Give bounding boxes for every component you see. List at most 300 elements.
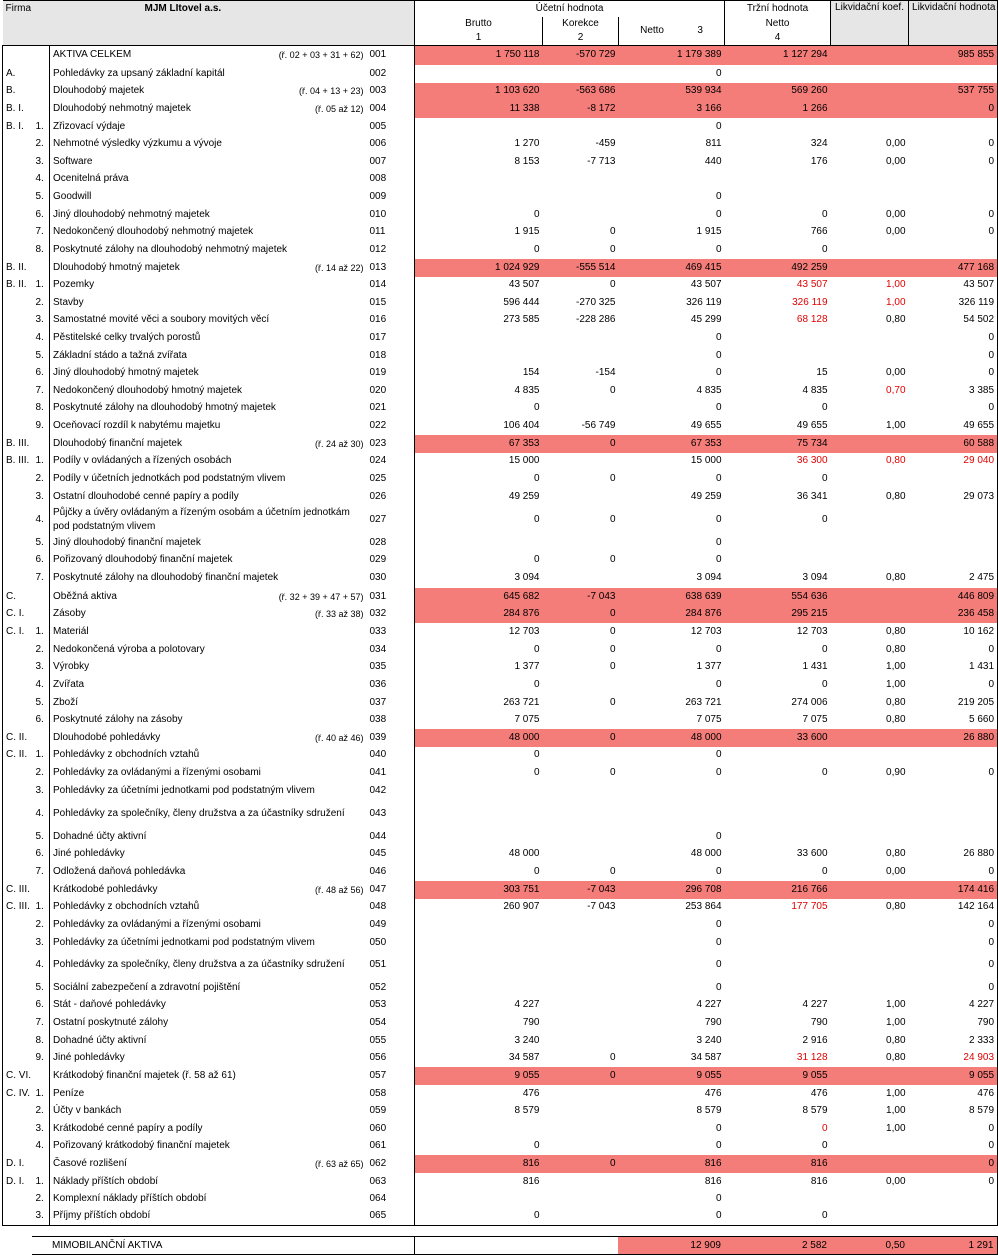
koef-cell: 0,80 <box>886 490 906 502</box>
row-ref: (ř. 14 až 22) <box>314 262 364 273</box>
koef-cell <box>831 347 909 365</box>
row-section: D. I. <box>3 1155 33 1173</box>
trzni-cell: 0 <box>725 1208 831 1226</box>
row-number: 1. <box>35 901 44 912</box>
row-label <box>50 136 367 153</box>
row-number <box>33 606 50 623</box>
table-row <box>3 588 998 606</box>
row-number: 3. <box>35 784 44 796</box>
row-label-text: Ostatní poskytnuté zálohy <box>53 1016 169 1028</box>
row-number: 2. <box>35 643 44 655</box>
koef-cell: 0,80 <box>886 901 906 912</box>
korekce-cell: 0 <box>609 472 616 484</box>
row-label <box>50 1014 367 1032</box>
koef-cell <box>831 259 909 277</box>
table-row <box>3 729 998 747</box>
row-number: 1. <box>35 455 44 466</box>
likv-cell: 326 119 <box>909 294 998 312</box>
trzni-cell <box>725 329 831 347</box>
trzni-cell: 31 128 <box>796 1052 828 1063</box>
table-row <box>3 694 998 712</box>
trzni-cell: 0 <box>821 472 828 484</box>
row-label <box>50 153 367 171</box>
row-section <box>3 952 33 979</box>
table-row <box>3 1085 998 1103</box>
row-number <box>33 588 50 606</box>
brutto-cell <box>415 171 543 188</box>
trzni-cell: 0 <box>821 513 828 525</box>
row-section: B. I. <box>3 100 33 118</box>
koef-cell <box>831 470 909 488</box>
row-label <box>50 1173 367 1191</box>
row-label-text: Dlouhodobé pohledávky <box>53 731 161 743</box>
table-row <box>3 347 998 365</box>
likv-cell: 1 431 <box>909 659 998 676</box>
korekce-cell <box>543 952 619 979</box>
netto-cell: 0 <box>715 678 722 690</box>
likv-cell: 0 <box>909 1120 998 1138</box>
row-label <box>50 259 367 277</box>
netto-cell: 0 <box>715 120 722 132</box>
koef-cell: 1,00 <box>886 999 906 1010</box>
likv-cell: 537 755 <box>909 83 998 100</box>
row-code: 015 <box>369 296 387 308</box>
brutto-cell: 1 750 118 <box>415 46 543 65</box>
netto-cell: 1 179 389 <box>619 46 725 65</box>
row-section <box>3 400 33 417</box>
row-section <box>3 312 33 329</box>
koef-cell: 1,00 <box>886 419 906 431</box>
koef-cell <box>831 606 909 623</box>
table-row <box>3 83 998 100</box>
row-number: 3. <box>35 1122 44 1134</box>
koef-cell <box>831 83 909 100</box>
korekce-cell <box>543 206 619 224</box>
row-code: 052 <box>369 981 387 993</box>
table-row <box>3 1067 998 1085</box>
row-code: 033 <box>369 625 387 637</box>
trzni-cell: 36 300 <box>796 455 828 466</box>
trzni-cell: 0 <box>821 766 828 778</box>
brutto-cell <box>415 188 543 206</box>
row-code: 019 <box>369 367 387 378</box>
brutto-cell: 1 915 <box>415 224 543 241</box>
row-label-text: Dlouhodobý hmotný majetek <box>53 261 180 273</box>
koef-cell: 1,00 <box>886 1122 906 1134</box>
koef-cell: 0,00 <box>886 367 906 378</box>
trzni-cell: 4 227 <box>802 999 828 1010</box>
row-section: B. III. <box>3 453 33 470</box>
row-label-text: Pohledávky za ovládanými a řízenými osobami <box>53 918 261 930</box>
korekce-cell: -7 043 <box>587 901 616 912</box>
row-code: 008 <box>369 173 387 184</box>
row-label-text: Nedokončená výroba a polotovary <box>53 643 205 655</box>
korekce-cell <box>543 800 619 828</box>
row-label <box>50 277 367 294</box>
korekce-cell: -563 686 <box>543 83 619 100</box>
korekce-cell <box>543 65 619 83</box>
table-row <box>3 188 998 206</box>
row-code: 014 <box>369 279 387 290</box>
table-row <box>3 65 998 83</box>
table-row <box>3 224 998 241</box>
row-section: C. I. <box>3 623 33 641</box>
row-number <box>33 729 50 747</box>
trzni-cell: 177 705 <box>791 901 828 912</box>
row-code: 001 <box>369 49 387 61</box>
likv-cell: 29 040 <box>909 453 998 470</box>
row-number: 6. <box>35 208 44 220</box>
row-section <box>3 347 33 365</box>
row-label <box>50 800 367 828</box>
korekce-header: Korekce 2 <box>543 17 619 46</box>
row-label <box>50 347 367 365</box>
table-row <box>3 997 998 1014</box>
brutto-cell: 48 000 <box>415 846 543 863</box>
row-number: 2. <box>35 1193 44 1204</box>
row-section <box>3 997 33 1014</box>
row-label-text: Pohledávky z obchodních vztahů <box>53 749 200 760</box>
row-section <box>3 863 33 881</box>
row-number: 6. <box>35 848 44 859</box>
trzni-cell: 569 260 <box>725 83 831 100</box>
row-label <box>50 488 367 506</box>
row-number: 3. <box>35 490 44 502</box>
row-code: 010 <box>369 208 387 220</box>
table-row <box>3 435 998 453</box>
row-section <box>3 1103 33 1120</box>
korekce-cell: -7 043 <box>543 588 619 606</box>
table-row <box>3 676 998 694</box>
netto-cell: 0 <box>619 1208 725 1226</box>
netto-cell: 638 639 <box>619 588 725 606</box>
trzni-cell <box>725 782 831 800</box>
row-section <box>3 712 33 729</box>
row-label <box>50 694 367 712</box>
netto-cell: 0 <box>715 208 722 220</box>
row-code: 046 <box>369 865 387 877</box>
netto-cell: 0 <box>715 243 722 255</box>
brutto-cell: 15 000 <box>415 453 543 470</box>
koef-cell <box>831 1208 909 1226</box>
netto-cell: 0 <box>715 918 722 930</box>
row-label <box>50 470 367 488</box>
likv-cell: 0 <box>909 365 998 382</box>
table-row <box>3 800 998 828</box>
table-row <box>3 206 998 224</box>
row-label-text: Pořizovaný dlouhodobý finanční majetek <box>53 554 233 565</box>
brutto-cell: 8 579 <box>415 1103 543 1120</box>
row-code: 050 <box>369 936 387 948</box>
row-number: 7. <box>35 865 44 877</box>
row-ref: (ř. 05 až 12) <box>314 103 364 114</box>
row-label <box>50 83 367 100</box>
row-section <box>3 329 33 347</box>
row-label <box>50 659 367 676</box>
koef-cell <box>831 552 909 569</box>
row-code: 024 <box>369 455 387 466</box>
korekce-cell <box>543 1032 619 1050</box>
likv-cell <box>909 1208 998 1226</box>
trzni-cell: 492 259 <box>725 259 831 277</box>
koef-cell <box>831 1191 909 1208</box>
row-code: 045 <box>369 848 387 859</box>
korekce-cell: 0 <box>609 384 616 396</box>
trzni-cell: 0 <box>821 865 828 877</box>
netto-cell <box>619 171 725 188</box>
brutto-cell: 67 353 <box>415 435 543 453</box>
netto-cell: 49 259 <box>690 490 722 502</box>
netto-cell: 4 835 <box>696 384 722 396</box>
row-code: 039 <box>369 731 387 743</box>
koef-cell <box>831 188 909 206</box>
row-code: 038 <box>369 714 387 725</box>
row-label-text: Samostatné movité věci a soubory movitých věcí <box>53 314 270 325</box>
brutto-cell <box>415 934 543 952</box>
row-label-text: Příjmy příštích období <box>53 1210 151 1222</box>
table-row <box>3 400 998 417</box>
row-label <box>50 400 367 417</box>
brutto-cell: 0 <box>415 400 543 417</box>
netto-cell: 811 <box>705 138 722 149</box>
korekce-cell <box>543 118 619 136</box>
brutto-cell: 12 703 <box>415 623 543 641</box>
row-section <box>3 979 33 997</box>
row-label <box>50 188 367 206</box>
trzni-cell: 12 703 <box>796 625 828 637</box>
trzni-cell: 0 <box>821 243 828 255</box>
likv-cell: 0 <box>909 347 998 365</box>
table-row <box>3 488 998 506</box>
row-section: C. I. <box>3 606 33 623</box>
trzni-cell: 476 <box>810 1087 828 1099</box>
trzni-cell: 326 119 <box>792 296 828 308</box>
table-row <box>3 979 998 997</box>
korekce-cell: -228 286 <box>576 314 616 325</box>
row-number: 7. <box>35 1016 44 1028</box>
brutto-cell: 0 <box>415 863 543 881</box>
row-label <box>50 569 367 588</box>
table-row <box>3 100 998 118</box>
brutto-cell <box>415 65 543 83</box>
table-row <box>3 329 998 347</box>
row-number: 5. <box>35 190 44 202</box>
korekce-cell: 0 <box>609 766 616 778</box>
row-code: 027 <box>369 513 387 525</box>
trzni-cell: 816 <box>810 1175 828 1187</box>
row-label-text: Zásoby <box>53 608 86 619</box>
row-section: C. II. <box>3 747 33 764</box>
korekce-cell: 0 <box>609 625 616 637</box>
row-label <box>50 453 367 470</box>
row-label-text: Časové rozlišení <box>53 1157 127 1169</box>
row-number: 4. <box>35 173 44 184</box>
row-label <box>50 1155 367 1173</box>
table-row <box>3 916 998 934</box>
koef-cell: 0,00 <box>886 155 906 167</box>
table-row <box>3 1155 998 1173</box>
likv-cell: 0 <box>909 224 998 241</box>
row-code: 062 <box>369 1157 387 1169</box>
row-number <box>33 881 50 899</box>
row-section <box>3 694 33 712</box>
korekce-cell: -8 172 <box>543 100 619 118</box>
row-code: 032 <box>369 608 387 619</box>
brutto-cell: 645 682 <box>415 588 543 606</box>
netto-cell: 440 <box>704 155 722 167</box>
likv-cell: 0 <box>909 1173 998 1191</box>
row-label <box>50 1103 367 1120</box>
brutto-cell: 0 <box>415 470 543 488</box>
netto-cell: 284 876 <box>619 606 725 623</box>
row-code: 011 <box>369 226 386 237</box>
korekce-cell <box>543 534 619 552</box>
row-label <box>50 588 367 606</box>
korekce-cell <box>543 400 619 417</box>
row-label-text: Oceňovací rozdíl k nabytému majetku <box>53 419 221 431</box>
row-label-text: Nehmotné výsledky výzkumu a vývoje <box>53 138 222 149</box>
korekce-cell: -570 729 <box>543 46 619 65</box>
korekce-cell <box>543 846 619 863</box>
row-label-text: Dohadné účty aktivní <box>53 1034 147 1046</box>
likv-cell: 3 385 <box>909 382 998 400</box>
netto-cell <box>619 782 725 800</box>
row-code: 057 <box>369 1069 387 1081</box>
koef-cell <box>831 934 909 952</box>
brutto-cell: 11 338 <box>415 100 543 118</box>
korekce-cell <box>543 997 619 1014</box>
trzni-cell: 554 636 <box>725 588 831 606</box>
likv-cell: 476 <box>909 1085 998 1103</box>
brutto-cell: 1 103 620 <box>415 83 543 100</box>
row-number: 3. <box>35 155 44 167</box>
korekce-cell <box>543 1138 619 1155</box>
brutto-cell: 0 <box>415 764 543 782</box>
trzni-cell <box>725 916 831 934</box>
likv-cell: 8 579 <box>909 1103 998 1120</box>
row-code: 020 <box>369 384 387 396</box>
likv-hodnota-header: Likvidační hodnota <box>909 1 998 46</box>
brutto-cell: 154 <box>415 365 543 382</box>
row-section <box>3 552 33 569</box>
row-label-text: Pohledávky z obchodních vztahů <box>53 901 200 912</box>
row-number <box>33 100 50 118</box>
netto-cell: 0 <box>715 936 722 948</box>
row-label-text: Krátkodobé pohledávky <box>53 883 158 895</box>
row-number <box>33 1067 50 1085</box>
trzni-cell: 0 <box>821 208 828 220</box>
korekce-cell <box>543 188 619 206</box>
korekce-cell: 0 <box>543 729 619 747</box>
table-row <box>3 153 998 171</box>
row-section <box>3 934 33 952</box>
row-label-text: Zboží <box>53 696 79 708</box>
table-row <box>3 846 998 863</box>
table-row <box>3 46 998 65</box>
netto-cell: 67 353 <box>619 435 725 453</box>
brutto-cell: 48 000 <box>415 729 543 747</box>
firma-label: Firma <box>3 1 33 18</box>
koef-cell: 0,00 <box>886 208 906 220</box>
trzni-cell: 790 <box>810 1016 828 1028</box>
brutto-cell: 1 024 929 <box>415 259 543 277</box>
likv-cell: 9 055 <box>909 1067 998 1085</box>
korekce-cell: 0 <box>609 554 616 565</box>
row-label <box>50 329 367 347</box>
likv-cell: 790 <box>909 1014 998 1032</box>
row-section <box>3 470 33 488</box>
row-label-text: Dlouhodobý nehmotný majetek <box>53 102 191 114</box>
netto-cell: 253 864 <box>685 901 722 912</box>
netto-cell: 0 <box>715 349 722 361</box>
korekce-cell <box>543 1085 619 1103</box>
koef-cell <box>831 747 909 764</box>
row-code: 049 <box>369 918 387 930</box>
koef-cell <box>831 916 909 934</box>
korekce-cell: -270 325 <box>576 296 616 308</box>
row-code: 009 <box>369 190 387 202</box>
row-label <box>50 623 367 641</box>
koef-cell: 1,00 <box>886 1087 906 1099</box>
brutto-cell: 816 <box>415 1155 543 1173</box>
brutto-cell <box>415 329 543 347</box>
netto-cell: 49 655 <box>690 419 722 431</box>
row-section: B. III. <box>3 435 33 453</box>
row-label-text: Jiné pohledávky <box>53 848 125 859</box>
korekce-cell <box>543 488 619 506</box>
table-row <box>3 1050 998 1067</box>
row-section <box>3 1208 33 1226</box>
brutto-cell: 284 876 <box>415 606 543 623</box>
row-label-text: Účty v bankách <box>53 1105 122 1116</box>
table-row <box>3 534 998 552</box>
row-code: 055 <box>369 1034 387 1046</box>
likv-cell: 0 <box>909 1138 998 1155</box>
netto-cell: 7 075 <box>696 714 722 725</box>
row-section <box>3 1138 33 1155</box>
table-row <box>3 118 998 136</box>
trzni-cell <box>725 1191 831 1208</box>
row-section: C. <box>3 588 33 606</box>
netto-cell: 326 119 <box>686 296 722 308</box>
trzni-cell: 75 734 <box>725 435 831 453</box>
netto-cell: 0 <box>715 554 722 565</box>
korekce-cell <box>543 347 619 365</box>
netto-cell: 0 <box>715 830 722 842</box>
row-label-text: AKTIVA CELKEM <box>53 49 132 61</box>
row-code: 035 <box>369 661 387 672</box>
row-number <box>33 259 50 277</box>
korekce-cell <box>543 1173 619 1191</box>
row-number: 7. <box>35 384 44 396</box>
koef-cell: 0,80 <box>886 1052 906 1063</box>
likv-cell: 0 <box>909 400 998 417</box>
table-row <box>3 171 998 188</box>
row-number: 2. <box>35 1105 44 1116</box>
koef-cell: 0,80 <box>886 572 906 583</box>
row-number <box>33 65 50 83</box>
korekce-cell <box>543 828 619 846</box>
row-number <box>33 1155 50 1173</box>
row-label <box>50 1032 367 1050</box>
trzni-cell <box>725 188 831 206</box>
row-label <box>50 1050 367 1067</box>
netto-cell: 0 <box>715 865 722 877</box>
koef-cell <box>831 729 909 747</box>
netto-cell: 43 507 <box>690 279 722 290</box>
brutto-cell: 3 240 <box>415 1032 543 1050</box>
korekce-cell <box>543 1014 619 1032</box>
